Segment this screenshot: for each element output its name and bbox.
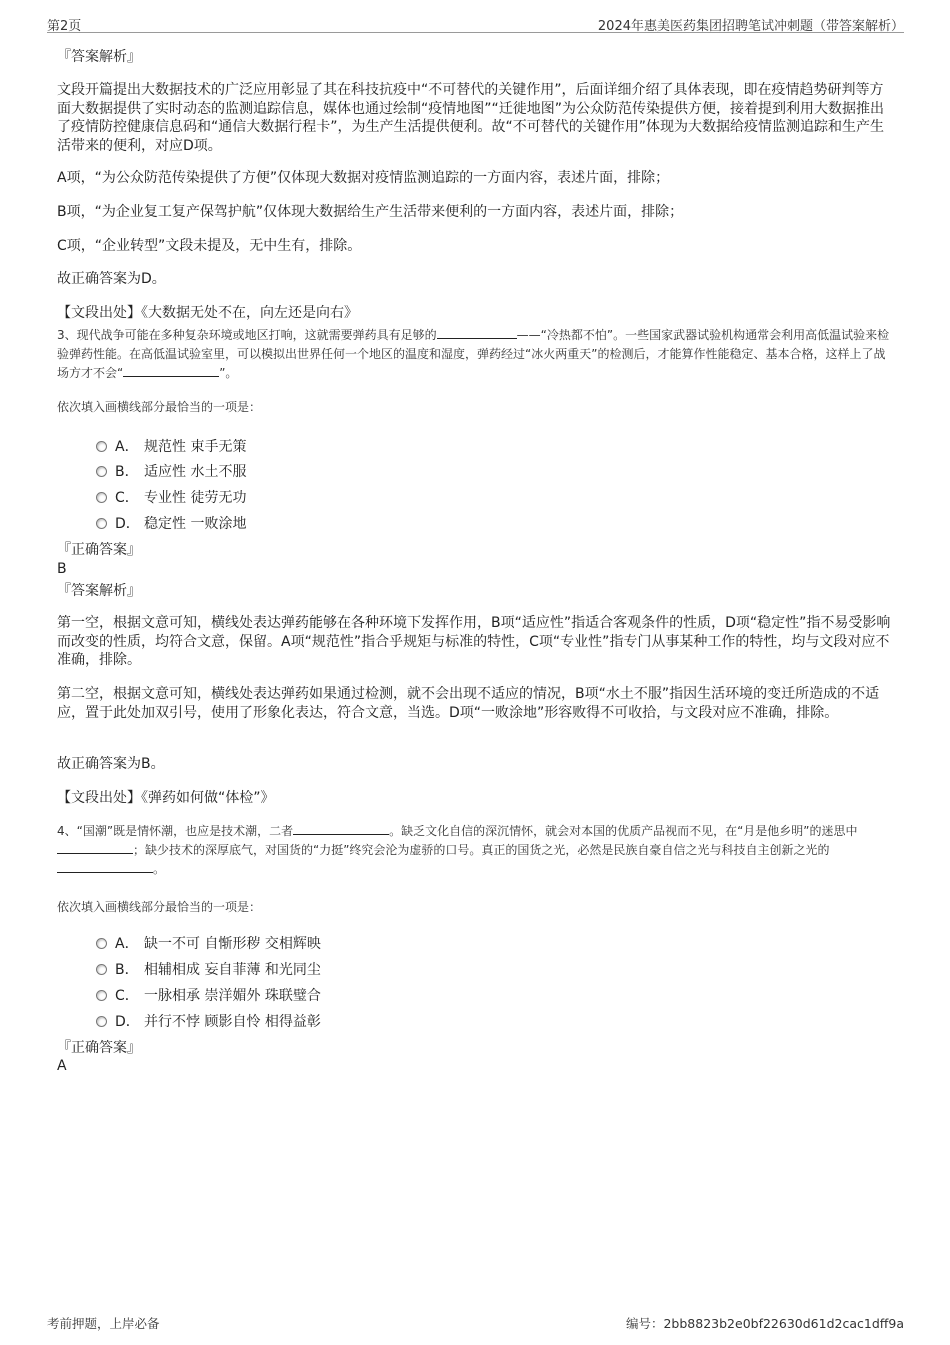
radio-icon[interactable] xyxy=(96,964,107,975)
analysis-option-b-q2: B项，“为企业复工复产保驾护航”仅体现大数据给生产生活带来便利的一方面内容，表述片面，排除； xyxy=(57,204,684,220)
source-q3: 【文段出处】《弹药如何做“体检”》 xyxy=(57,790,275,806)
analysis-option-c-q2: C项，“企业转型”文段未提及，无中生有，排除。 xyxy=(57,238,362,254)
analysis-paragraph-1-q3: 第一空，根据文意可知，横线处表达弹药能够在各种环境下发挥作用，B项“适应性”指适合客观条件的性质，D项“稳定性”指不易受影响而改变的性质，均符合文意，保留。A项“规范性”指合乎规矩与标准的特性，C项“专业性”指专门从事某种工作的特性，均与文段对应不准确，排除。 xyxy=(57,615,891,668)
radio-icon[interactable] xyxy=(96,1016,107,1027)
analysis-paragraph-2-q3: 第二空，根据文意可知，横线处表达弹药如果通过检测，就不会出现不适应的情况，B项“水土不服”指因生活环境的变迁所造成的不适应，置于此处加双引号，使用了形象化表达，符合文意，当选。D项“一败涂地”形容败得不可收拾，与文段对应不准确，排除。 xyxy=(57,686,880,721)
radio-icon[interactable] xyxy=(96,466,107,477)
page-header xyxy=(47,12,904,33)
conclusion-q3: 故正确答案为B。 xyxy=(57,756,165,772)
conclusion-q2: 故正确答案为D。 xyxy=(57,271,166,287)
radio-icon[interactable] xyxy=(96,990,107,1001)
source-q2: 【文段出处】《大数据无处不在，向左还是向右》 xyxy=(57,305,358,321)
radio-icon[interactable] xyxy=(96,938,107,949)
radio-icon[interactable] xyxy=(96,441,107,452)
blank-line xyxy=(437,326,517,339)
radio-icon[interactable] xyxy=(96,518,107,529)
answer-q3: B xyxy=(57,561,67,577)
radio-icon[interactable] xyxy=(96,492,107,503)
question-4-stem: 4、“国潮”既是情怀潮，也应是技术潮，二者 。缺乏文化自信的深沉情怀，就会对本国的优质产品视而不见，在“月是他乡明”的迷思中；缺少技术的深厚底气，对国货的“力挺”终究会沦为虚骄的口号。真正的国货之光，必然是民族自豪自信之光与科技自主创新之光的。 xyxy=(57,824,858,876)
blank-line xyxy=(123,364,219,377)
answer-label-q3: 『正确答案』 xyxy=(57,542,141,558)
page-number: 第2页 xyxy=(47,19,82,34)
footer-slogan: 考前押题，上岸必备 xyxy=(47,1316,160,1331)
blank-line xyxy=(57,860,153,873)
page-footer xyxy=(47,1314,904,1332)
blank-line xyxy=(57,841,133,854)
question-4-prompt: 依次填入画横线部分最恰当的一项是： xyxy=(57,900,262,914)
blank-line xyxy=(293,822,389,835)
analysis-label-q2: 『答案解析』 xyxy=(57,49,141,65)
footer-serial: 编号：2bb8823b2e0bf22630d61d2cac1dff9a xyxy=(625,1316,904,1331)
analysis-option-a-q2: A项，“为公众防范传染提供了方便”仅体现大数据对疫情监测追踪的一方面内容，表述片面，排除； xyxy=(57,170,670,186)
document-title: 2024年惠美医药集团招聘笔试冲刺题（带答案解析） xyxy=(597,19,904,34)
answer-q4: A xyxy=(57,1058,67,1074)
question-3-prompt: 依次填入画横线部分最恰当的一项是： xyxy=(57,400,262,414)
answer-label-q4: 『正确答案』 xyxy=(57,1040,141,1056)
analysis-label-q3: 『答案解析』 xyxy=(57,583,141,599)
question-3-stem: 3、现代战争可能在多种复杂环境或地区打响，这就需要弹药具有足够的 ——“冷热都不怕”。一些国家武器试验机构通常会利用高低温试验来检验弹药性能。在高低温试验室里，可以模拟出世界任何一个地区的温度和湿度，弹药经过“冰火两重天”的检测后，才能算作性能稳定、基本合格，这样上了战场方才不会“ ”。 xyxy=(57,328,890,380)
analysis-paragraph-q2: 文段开篇提出大数据技术的广泛应用彰显了其在科技抗疫中“不可替代的关键作用”，后面详细介绍了具体表现，即在疫情趋势研判等方面大数据提供了实时动态的监测追踪信息，媒体也通过绘制“疫情地图”“迁徙地图”为公众防范传染提供方便，接着提到利用大数据推出了疫情防控健康信息码和“通信大数据行程卡”，为生产生活提供便利。故“不可替代的关键作用”体现为大数据给疫情监测追踪和生产生活带来的便利，对应D项。 xyxy=(57,82,885,154)
